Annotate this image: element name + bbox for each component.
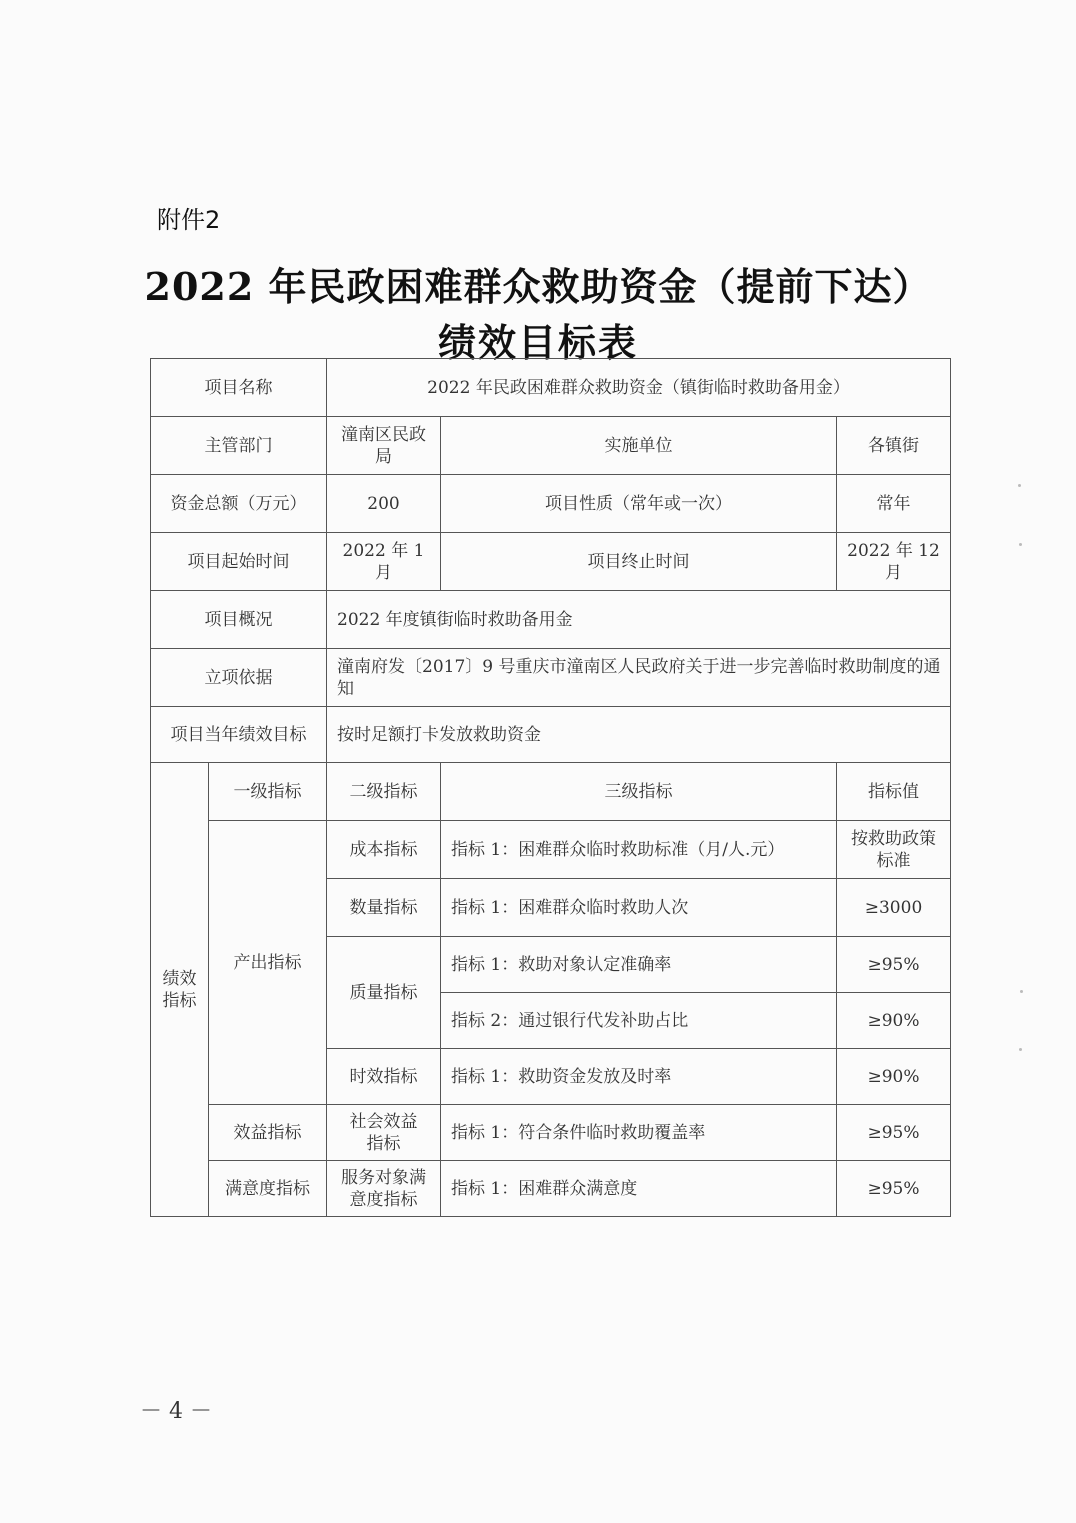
document-title-line1: 2022 年民政困难群众救助资金（提前下达） (144, 264, 932, 309)
table-row (151, 821, 951, 879)
table-row (151, 359, 951, 417)
table-row (151, 649, 951, 707)
goal-label: 项目当年绩效目标 (151, 707, 327, 763)
level3-quantity: 指标 1：困难群众临时救助人次 (441, 879, 837, 937)
value-social-benefit: ≥95% (837, 1105, 951, 1161)
project-name-value: 2022 年民政困难群众救助资金（镇街临时救助备用金） (327, 359, 951, 417)
table-row (151, 533, 951, 591)
level2-satisfaction-text: 服务对象满意度指标 (341, 1167, 426, 1210)
satisfaction-indicator-label: 满意度指标 (209, 1161, 327, 1217)
value-satisfaction: ≥95% (837, 1161, 951, 1217)
indicator-group-text: 绩效指标 (162, 968, 197, 1011)
basis-label: 立项依据 (151, 649, 327, 707)
scan-speck (1020, 990, 1023, 993)
end-time-value: 2022 年 12 月 (837, 533, 951, 591)
project-nature-label: 项目性质（常年或一次） (441, 475, 837, 533)
start-time-value: 2022 年 1 月 (327, 533, 441, 591)
level2-social-benefit-text: 社会效益指标 (349, 1111, 418, 1154)
page-number: － 4 － (140, 1399, 212, 1424)
level3-quality-1: 指标 1：救助对象认定准确率 (441, 937, 837, 993)
value-quality-2: ≥90% (837, 993, 951, 1049)
level2-quality: 质量指标 (327, 937, 441, 1049)
fund-total-value: 200 (327, 475, 441, 533)
basis-value: 潼南府发〔2017〕9 号重庆市潼南区人民政府关于进一步完善临时救助制度的通知 (327, 649, 951, 707)
level3-quality-2: 指标 2：通过银行代发补助占比 (441, 993, 837, 1049)
level3-satisfaction: 指标 1：困难群众满意度 (441, 1161, 837, 1217)
indicator-group-label (151, 763, 209, 1217)
dept-value: 潼南区民政局 (327, 417, 441, 475)
table-row (151, 707, 951, 763)
table-row (151, 763, 951, 821)
dept-label: 主管部门 (151, 417, 327, 475)
table-row (151, 475, 951, 533)
header-value: 指标值 (837, 763, 951, 821)
overview-label: 项目概况 (151, 591, 327, 649)
impl-unit-label: 实施单位 (441, 417, 837, 475)
goal-value: 按时足额打卡发放救助资金 (327, 707, 951, 763)
output-indicator-label: 产出指标 (209, 821, 327, 1105)
level2-timeliness: 时效指标 (327, 1049, 441, 1105)
fund-total-label: 资金总额（万元） (151, 475, 327, 533)
value-timeliness: ≥90% (837, 1049, 951, 1105)
level2-cost: 成本指标 (327, 821, 441, 879)
overview-value: 2022 年度镇街临时救助备用金 (327, 591, 951, 649)
table-row (151, 417, 951, 475)
level3-timeliness: 指标 1：救助资金发放及时率 (441, 1049, 837, 1105)
start-time-label: 项目起始时间 (151, 533, 327, 591)
end-time-label: 项目终止时间 (441, 533, 837, 591)
level3-social-benefit: 指标 1：符合条件临时救助覆盖率 (441, 1105, 837, 1161)
table-row (151, 1105, 951, 1161)
table-row (151, 1161, 951, 1217)
value-cost: 按救助政策标准 (837, 821, 951, 879)
document-title-line2: 绩效目标表 (437, 320, 638, 365)
performance-target-table (150, 358, 951, 1217)
level2-satisfaction (327, 1161, 441, 1217)
table-row (151, 591, 951, 649)
header-level3: 三级指标 (441, 763, 837, 821)
attachment-label: 附件2 (157, 206, 221, 234)
project-nature-value: 常年 (837, 475, 951, 533)
benefit-indicator-label: 效益指标 (209, 1105, 327, 1161)
level2-quantity: 数量指标 (327, 879, 441, 937)
scan-speck (1019, 543, 1022, 546)
impl-unit-value: 各镇街 (837, 417, 951, 475)
level3-cost: 指标 1：困难群众临时救助标准（月/人.元） (441, 821, 837, 879)
level2-social-benefit (327, 1105, 441, 1161)
project-name-label: 项目名称 (151, 359, 327, 417)
header-level2: 二级指标 (327, 763, 441, 821)
scan-speck (1019, 1048, 1022, 1051)
value-quality-1: ≥95% (837, 937, 951, 993)
value-quantity: ≥3000 (837, 879, 951, 937)
scan-speck (1018, 484, 1021, 487)
header-level1: 一级指标 (209, 763, 327, 821)
